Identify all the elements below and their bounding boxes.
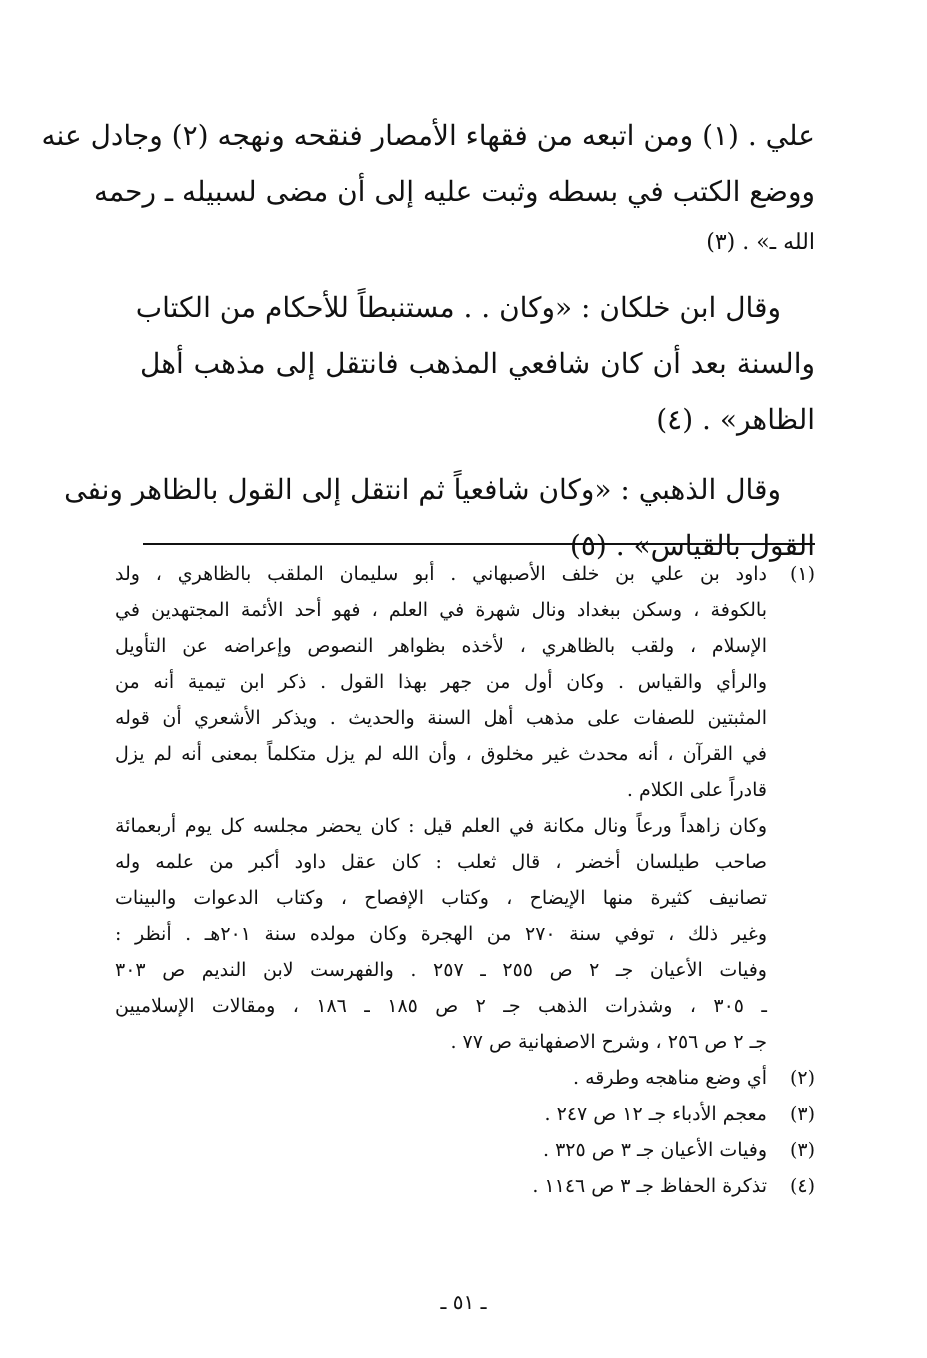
footnote-number: (٤) [789,1175,815,1197]
text-line: وقال الذهبي : «وكان شافعياً ثم انتقل إلى القول بالظاهر ونفى [64,473,781,506]
footnote-line: وفيات الأعيان جـ ٢ ص ٢٥٥ ـ ٢٥٧ . والفهرست لابن النديم ص ٣٠٣ [115,959,767,981]
footnote-number: (٣) [789,1139,815,1161]
footnote-line: وغير ذلك ، توفي سنة ٢٧٠ من الهجرة وكان مولده سنة ٢٠١هـ . أنظر : [115,923,767,945]
footnote-line: بالكوفة ، وسكن ببغداد ونال شهرة في العلم ، فهو أحد الأئمة المجتهدين في [115,599,767,621]
footnote-5 [115,1168,815,1204]
footnote-line: أي وضع مناهجه وطرقه . [573,1067,767,1089]
footnote-number: (٢) [789,1067,815,1089]
footnote-line: جـ ٢ ص ٢٥٦ ، وشرح الاصفهانية ص ٧٧ . [450,1031,767,1053]
footnote-line: في القرآن ، أنه محدث غير مخلوق ، وأن الله لم يزل متكلماً بمعنى أنه لم يزل [115,743,767,765]
footnote-number: (٣) [789,1103,815,1125]
page-number: ـ ٥١ ـ [440,1290,487,1314]
footnotes [115,556,815,1204]
footnote-number: (١) [789,563,815,585]
footnote-line: معجم الأدباء جـ ١٢ ص ٢٤٧ . [544,1103,767,1125]
footnote-line: تذكرة الحفاظ جـ ٣ ص ١١٤٦ . [532,1175,767,1197]
text-line: القول بالقياس» . (٥) [569,529,815,562]
footnote-line: والرأي والقياس . وكان أول من جهر بهذا القول . ذكر ابن تيمية أنه من [115,671,767,693]
text-line: ووضع الكتب في بسطه وثبت عليه إلى أن مضى لسبيله ـ رحمه [93,175,815,208]
text-line: الله ـ» . (٣) [706,230,815,255]
main-paragraph-1 [41,108,815,266]
footnote-2 [115,1060,815,1096]
footnote-line: صاحب طيلسان أخضر ، قال ثعلب : كان عقل داود أكبر من علمه وله [115,851,767,873]
text-line: والسنة بعد أن كان شافعي المذهب فانتقل إلى مذهب أهل [140,347,815,380]
footnote-line: تصانيف كثيرة منها الإيضاح ، وكتاب الإفصاح ، وكتاب الدعوات والبينات [115,887,767,909]
footnote-separator [143,543,815,545]
footnote-line: داود بن علي بن خلف الأصبهاني . أبو سليمان الملقب بالظاهري ، ولد [115,563,767,585]
footnote-line: ـ ٣٠٥ ، وشذرات الذهب جـ ٢ ص ١٨٥ ـ ١٨٦ ، ومقالات الإسلاميين [115,995,767,1017]
text-line: الظاهر» . (٤) [656,403,815,436]
text-line: وقال ابن خلكان : «وكان . . مستنبطاً للأحكام من الكتاب [135,291,781,324]
footnote-4 [115,1132,815,1168]
footnote-line: قادراً على الكلام . [626,779,767,801]
footnote-line: الإسلام ، ولقب بالظاهري ، لأخذه بظواهر النصوص وإعراضه عن التأويل [115,635,767,657]
footnote-line: وكان زاهداً ورعاً ونال مكانة في العلم قيل : كان يحضر مجلسه كل يوم أربعمائة [115,815,767,837]
footnote-1 [115,556,815,1060]
footnote-line: المثبتين للصفات على مذهب أهل السنة والحديث . ويذكر الأشعري أن قوله [115,707,767,729]
main-paragraph-2 [135,280,815,448]
footnote-3 [115,1096,815,1132]
footnote-line: وفيات الأعيان جـ ٣ ص ٣٢٥ . [542,1139,767,1161]
text-line: علي . (١) ومن اتبعه من فقهاء الأمصار فنقحه ونهجه (٢) وجادل عنه [41,119,815,152]
